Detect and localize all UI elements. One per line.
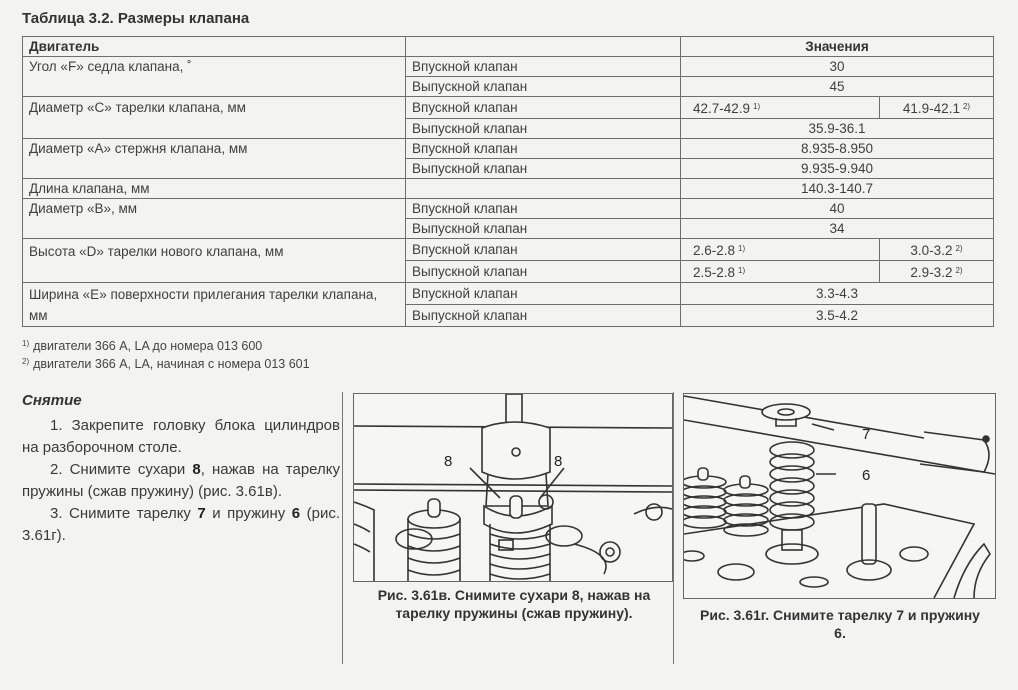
header-values: Значения	[681, 37, 994, 57]
valve-type: Впускной клапан	[406, 139, 681, 159]
table-header-row	[23, 37, 994, 57]
valve-type: Выпускной клапан	[406, 305, 681, 327]
valve-dimensions-table	[22, 36, 994, 327]
row-param: Ширина «Е» поверхности прилегания тарелки клапана, мм	[23, 283, 406, 327]
row-value: 34	[681, 219, 994, 239]
row-value: 35.9-36.1	[681, 119, 994, 139]
row-value: 41.9-42.1 $^{2)}$	[880, 97, 994, 119]
table-row	[23, 57, 994, 77]
step: 2. Снимите сухари 8, нажав на тарелку пружины (сжав пружину) (рис. 3.61в).	[22, 461, 340, 500]
footnote: $^{1)}$ двигатели 366 A, LA до номера 013 600	[22, 339, 263, 353]
valve-type: Выпускной клапан	[406, 119, 681, 139]
section-title: Снятие	[22, 392, 82, 409]
row-value: 140.3-140.7	[681, 179, 994, 199]
row-param: Угол «F» седла клапана, ˚	[23, 57, 406, 77]
header-param: Двигатель	[23, 37, 406, 57]
table-row	[23, 77, 994, 97]
valve-type: Выпускной клапан	[406, 77, 681, 97]
table-row	[23, 199, 994, 219]
table-row	[23, 159, 994, 179]
callout-label: 7	[862, 426, 871, 443]
row-param: Диаметр «А» стержня клапана, мм	[23, 139, 406, 159]
footnotes	[22, 336, 310, 372]
row-value: 2.6-2.8 $^{1)}$	[681, 239, 880, 261]
row-param: Высота «D» тарелки нового клапана, мм	[23, 239, 406, 261]
row-value: 45	[681, 77, 994, 97]
row-param: Диаметр «С» тарелки клапана, мм	[23, 97, 406, 119]
footnote: $^{2)}$ двигатели 366 A, LA, начиная с номера 013 601	[22, 357, 310, 371]
callout-label: 8	[444, 453, 453, 470]
callout-label: 6	[862, 467, 871, 484]
figure-valve-keepers	[353, 393, 673, 582]
row-value: 42.7-42.9 $^{1)}$	[681, 97, 880, 119]
valve-type: Впускной клапан	[406, 57, 681, 77]
table-row	[23, 119, 994, 139]
callout-label: 8	[554, 453, 563, 470]
table-title: Таблица 3.2. Размеры клапана	[22, 10, 250, 27]
step: 1. Закрепите головку блока цилиндров на разборочном столе.	[22, 417, 340, 456]
valve-keepers-illustration	[354, 394, 672, 581]
valve-type: Впускной клапан	[406, 239, 681, 261]
step: 3. Снимите тарелку 7 и пружину 6 (рис. 3.61г).	[22, 505, 340, 544]
row-param: Диаметр «В», мм	[23, 199, 406, 219]
table-row	[23, 219, 994, 239]
table-row	[23, 239, 994, 261]
column-divider	[342, 392, 343, 664]
figure-spring-removal	[683, 393, 996, 599]
table-row	[23, 179, 994, 199]
valve-type: Впускной клапан	[406, 283, 681, 305]
valve-type: Выпускной клапан	[406, 219, 681, 239]
table-row	[23, 97, 994, 119]
figure-caption: Рис. 3.61г. Снимите тарелку 7 и пружину 6.	[700, 607, 980, 641]
spring-removal-illustration	[684, 394, 995, 598]
table-row	[23, 261, 994, 283]
row-value: 8.935-8.950	[681, 139, 994, 159]
row-value: 2.9-3.2 $^{2)}$	[880, 261, 994, 283]
figure-caption: Рис. 3.61в. Снимите сухари 8, нажав на тарелку пружины (сжав пружину).	[377, 587, 651, 621]
table-row	[23, 139, 994, 159]
row-value: 3.5-4.2	[681, 305, 994, 327]
valve-type: Выпускной клапан	[406, 261, 681, 283]
row-value: 2.5-2.8 $^{1)}$	[681, 261, 880, 283]
valve-type: Впускной клапан	[406, 97, 681, 119]
column-divider	[673, 392, 674, 664]
row-value: 9.935-9.940	[681, 159, 994, 179]
valve-type: Выпускной клапан	[406, 159, 681, 179]
row-value: 3.0-3.2 $^{2)}$	[880, 239, 994, 261]
row-param: Длина клапана, мм	[23, 179, 406, 199]
procedure-steps	[22, 415, 340, 547]
table-row	[23, 283, 994, 305]
valve-type: Впускной клапан	[406, 199, 681, 219]
row-value: 30	[681, 57, 994, 77]
row-value: 3.3-4.3	[681, 283, 994, 305]
row-value: 40	[681, 199, 994, 219]
